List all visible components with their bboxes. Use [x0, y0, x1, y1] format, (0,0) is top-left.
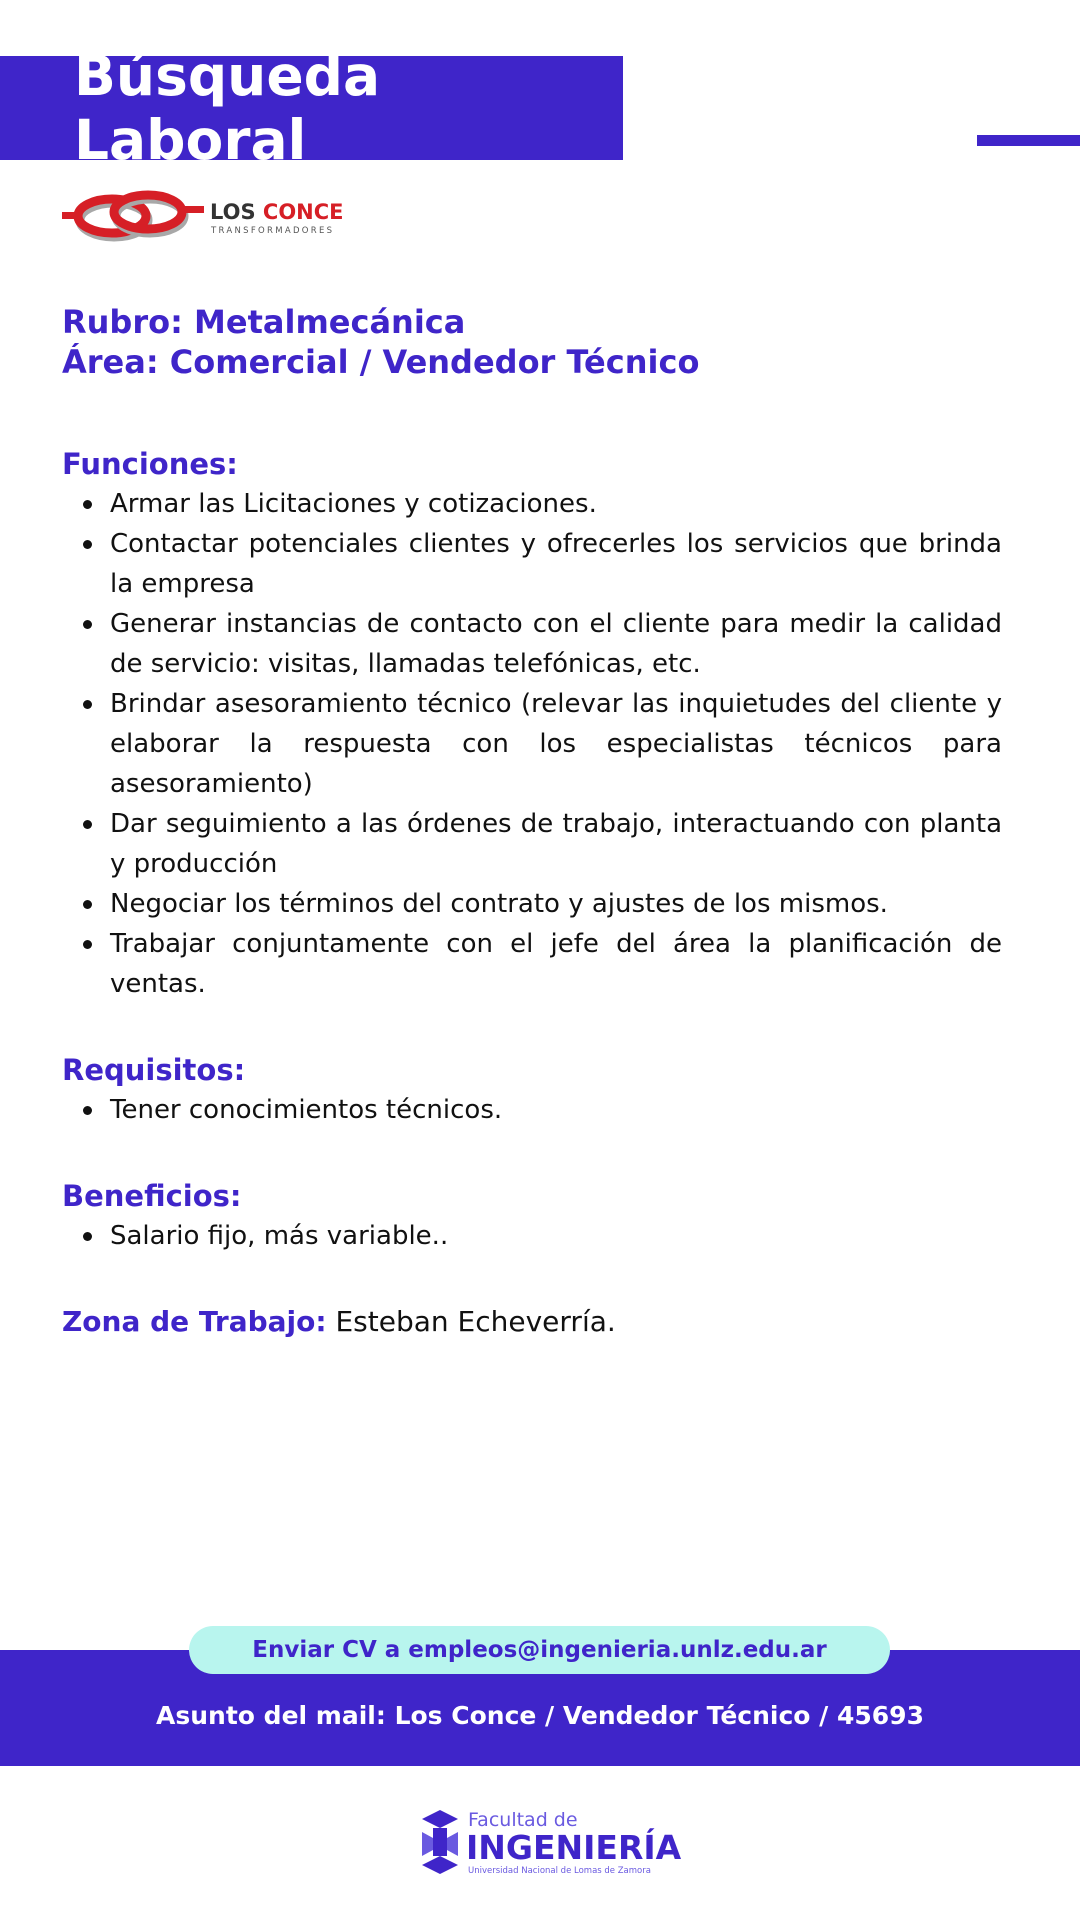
- work-zone: [62, 1302, 616, 1342]
- funciones-title: Funciones:: [62, 447, 238, 481]
- list-item: Dar seguimiento a las órdenes de trabajo, interactuando con planta y producción: [110, 804, 1002, 884]
- company-tagline: TRANSFORMADORES: [211, 226, 335, 236]
- funciones-section: [62, 444, 1002, 1004]
- company-logo: [62, 186, 352, 248]
- rings-logo-icon: [62, 186, 207, 248]
- faculty-line1: Facultad de: [468, 1809, 578, 1831]
- beneficios-title: Beneficios:: [62, 1179, 242, 1213]
- list-item: Negociar los términos del contrato y ajustes de los mismos.: [110, 884, 1002, 924]
- area-line: Área: Comercial / Vendedor Técnico: [62, 343, 700, 381]
- mail-subject: Asunto del mail: Los Conce / Vendedor Técnico / 45693: [156, 1701, 924, 1730]
- position-heading: [62, 302, 699, 382]
- rubro-line: Rubro: Metalmecánica: [62, 303, 466, 341]
- list-item: Trabajar conjuntamente con el jefe del área la planificación de ventas.: [110, 924, 1002, 1004]
- beneficios-list: [62, 1216, 1002, 1256]
- work-zone-label: Zona de Trabajo:: [62, 1305, 327, 1338]
- funciones-list: [62, 484, 1002, 1004]
- send-cv-pill[interactable]: Enviar CV a empleos@ingenieria.unlz.edu.ar: [189, 1626, 890, 1674]
- list-item: Contactar potenciales clientes y ofrecerles los servicios que brinda la empresa: [110, 524, 1002, 604]
- faculty-emblem-icon: [418, 1810, 462, 1874]
- list-item: Armar las Licitaciones y cotizaciones.: [110, 484, 1002, 524]
- faculty-logo: [418, 1808, 682, 1878]
- accent-bar: [977, 135, 1080, 146]
- requisitos-section: [62, 1050, 1002, 1130]
- work-zone-value: Esteban Echeverría.: [326, 1305, 616, 1338]
- faculty-line2: INGENIERÍA: [466, 1828, 682, 1867]
- company-name: LOS CONCE: [210, 200, 344, 224]
- list-item: Generar instancias de contacto con el cliente para medir la calidad de servicio: visitas, llamadas telefónicas, etc.: [110, 604, 1002, 684]
- faculty-line3: Universidad Nacional de Lomas de Zamora: [468, 1866, 651, 1876]
- page-title: Búsqueda Laboral: [74, 44, 381, 172]
- requisitos-title: Requisitos:: [62, 1053, 246, 1087]
- requisitos-list: [62, 1090, 1002, 1130]
- list-item: Salario fijo, más variable..: [110, 1216, 1002, 1256]
- title-banner: [0, 44, 623, 172]
- list-item: Tener conocimientos técnicos.: [110, 1090, 1002, 1130]
- list-item: Brindar asesoramiento técnico (relevar las inquietudes del cliente y elaborar la respuesta con los especialistas técnicos para asesoramiento): [110, 684, 1002, 804]
- beneficios-section: [62, 1176, 1002, 1256]
